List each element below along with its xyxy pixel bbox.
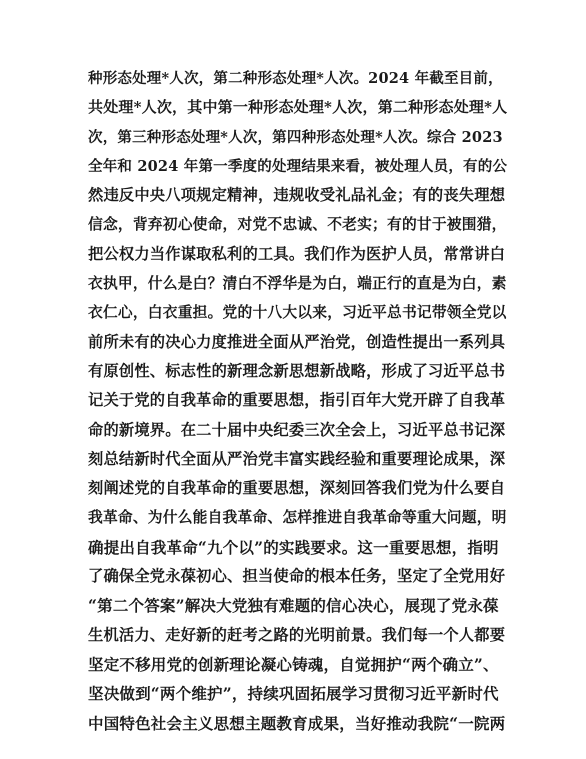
text-line: 衣仁心，白衣重担。党的十八大以来，习近平总书记带领全党以	[88, 304, 507, 322]
text-line: 中国特色社会主义思想主题教育成果，当好推动我院“一院两	[88, 713, 506, 733]
text-line: 命的新境界。在二十届中央纪委三次全会上，习近平总书记深	[88, 420, 506, 439]
text-line: 次，第三种形态处理*人次，第四种形态处理*人次。综合 2023	[88, 128, 503, 146]
text-line: 刻总结新时代全面从严治党丰富实践经验和重要理论成果，深	[88, 449, 506, 468]
text-line: 衣执甲，什么是白？清白不浮华是为白，端正行的直是为白，素	[88, 275, 507, 293]
text-line: “第二个答案”解决大党独有难题的信心决心，展现了党永葆	[88, 596, 499, 616]
text-line: 前所未有的决心力度推进全面从严治党，创造性提出一系列具	[88, 332, 506, 351]
text-line: 信念，背弃初心使命，对党不忠诚、不老实；有的甘于被围猎，	[88, 216, 507, 234]
text-line: 刻阐述党的自我革命的重要思想，深刻回答我们党为什么要自	[88, 479, 506, 498]
text-line: 把公权力当作谋取私利的工具。我们作为医护人员，常常讲白	[88, 244, 506, 263]
body-text	[88, 64, 508, 738]
text-line: 然违反中央八项规定精神，违规收受礼品礼金；有的丧失理想	[88, 186, 506, 205]
text-line: 共处理*人次，其中第一种形态处理*人次，第二种形态处理*人	[88, 98, 508, 117]
text-line: 坚决做到“两个维护”，持续巩固拓展学习贯彻习近平新时代	[88, 684, 499, 704]
text-line: 坚定不移用党的创新理论凝心铸魂，自觉拥护“两个确立”、	[88, 654, 499, 674]
text-line: 确提出自我革命“九个以”的实践要求。这一重要思想，指明	[88, 537, 499, 557]
text-line: 了确保全党永葆初心、担当使命的根本任务，坚定了全党用好	[88, 567, 506, 586]
text-line: 种形态处理*人次，第二种形态处理*人次。2024 年截至目前，	[88, 70, 503, 87]
text-line: 全年和 2024 年第一季度的处理结果来看，被处理人员，有的公	[88, 157, 508, 175]
text-line: 有原创性、标志性的新理念新思想新战略，形成了习近平总书	[88, 361, 506, 380]
text-line: 记关于党的自我革命的重要思想，指引百年大党开辟了自我革	[88, 391, 506, 410]
text-line: 生机活力、走好新的赶考之路的光明前景。我们每一个人都要	[88, 625, 506, 644]
text-line: 我革命、为什么能自我革命、怎样推进自我革命等重大问题，明	[88, 509, 507, 527]
